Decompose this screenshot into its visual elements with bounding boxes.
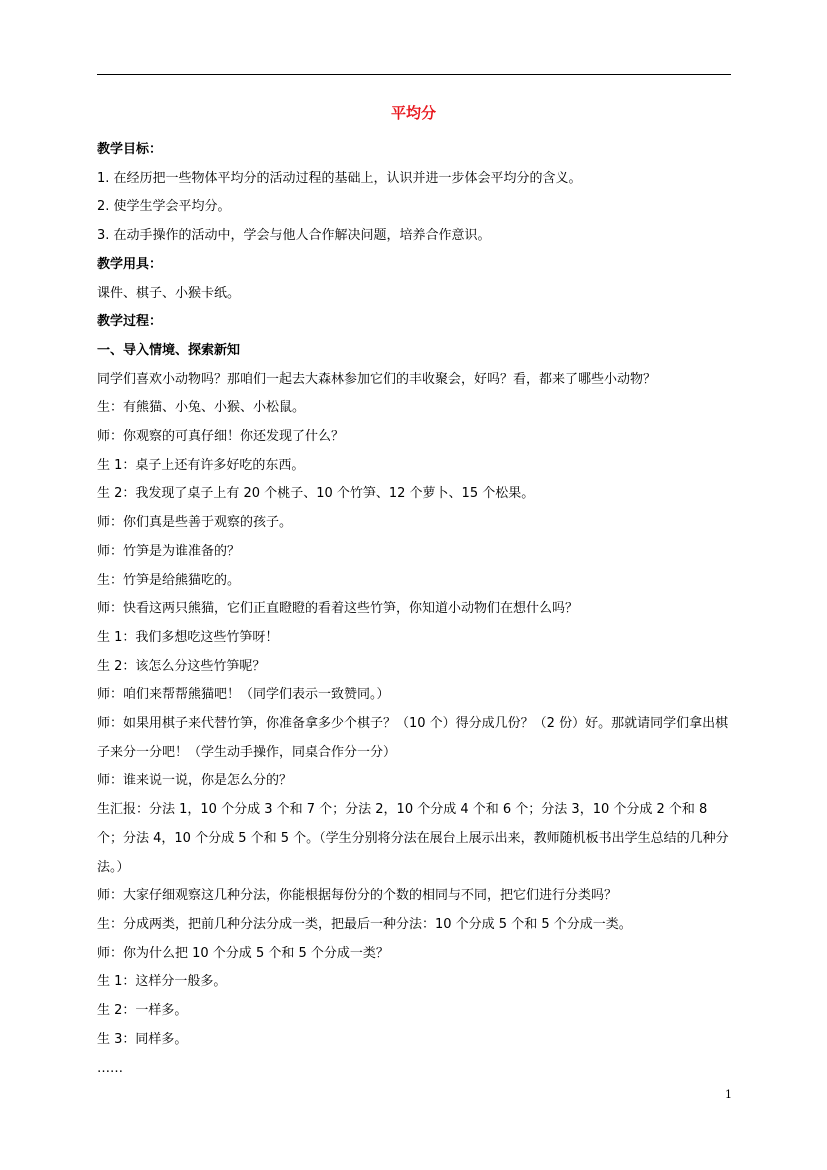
dialogue-line: 师：你为什么把 10 个分成 5 个和 5 个分成一类？ xyxy=(97,945,389,961)
objective-3: 3. 在动手操作的活动中，学会与他人合作解决问题，培养合作意识。 xyxy=(97,228,491,244)
dialogue-line: 师：竹笋是为谁准备的？ xyxy=(97,543,241,559)
objective-2: 2. 使学生学会平均分。 xyxy=(97,199,231,215)
document-body xyxy=(97,136,731,1083)
dialogue-line: 师：你们真是些善于观察的孩子。 xyxy=(97,515,293,531)
dialogue-line: 师：快看这两只熊猫，它们正直瞪瞪的看着这些竹笋，你知道小动物们在想什么吗？ xyxy=(97,601,579,617)
dialogue-paragraph: 生汇报：分法 1，10 个分成 3 个和 7 个；分法 2，10 个分成 4 个和 6 个；分法 3，10 个分成 2 个和 8 个；分法 4，10 个分成 5 个和 5 个。（学生分别将分法在展台上展示出来，教师随机板书出学生总结的几种分法。） xyxy=(97,802,729,875)
dialogue-line: 生 1：桌子上还有许多好吃的东西。 xyxy=(97,457,305,473)
section-heading-process: 教学过程： xyxy=(97,314,163,330)
document-title: 平均分 xyxy=(390,104,436,122)
dialogue-line: 师：大家仔细观察这几种分法，你能根据每份分的个数的相同与不同，把它们进行分类吗？ xyxy=(97,888,618,904)
subsection-heading: 一、导入情境、探索新知 xyxy=(97,342,241,358)
dialogue-line: 师：谁来说一说，你是怎么分的？ xyxy=(97,773,293,789)
header-rule xyxy=(97,74,731,75)
page-number: 1 xyxy=(725,1088,732,1101)
dialogue-line: 师：你观察的可真仔细！你还发现了什么？ xyxy=(97,429,345,445)
ellipsis: …… xyxy=(97,1060,123,1076)
dialogue-line: 生 2：我发现了桌子上有 20 个桃子、10 个竹笋、12 个萝卜、15 个松果。 xyxy=(97,486,535,502)
dialogue-paragraph: 师：如果用棋子来代替竹笋，你准备拿多少个棋子？（10 个）得分成几份？（2 份）好。那就请同学们拿出棋子来分一分吧！（学生动手操作，同桌合作分一分） xyxy=(97,716,729,760)
dialogue-line: 生：竹笋是给熊猫吃的。 xyxy=(97,572,241,588)
objective-1: 1. 在经历把一些物体平均分的活动过程的基础上，认识并进一步体会平均分的含义。 xyxy=(97,170,582,186)
dialogue-line: 师：咱们来帮帮熊猫吧！（同学们表示一致赞同。） xyxy=(97,687,390,703)
dialogue-line: 生 2：该怎么分这些竹笋呢？ xyxy=(97,658,266,674)
dialogue-line: 生：有熊猫、小兔、小猴、小松鼠。 xyxy=(97,400,306,416)
dialogue-line: 生：分成两类，把前几种分法分成一类，把最后一种分法：10 个分成 5 个和 5 个分成一类。 xyxy=(97,916,632,932)
section-heading-objectives: 教学目标： xyxy=(97,142,163,157)
section-heading-materials: 教学用具： xyxy=(97,256,163,272)
materials-list: 课件、棋子、小猴卡纸。 xyxy=(97,285,241,301)
dialogue-line: 生 3：同样多。 xyxy=(97,1031,188,1047)
dialogue-line: 生 1：我们多想吃这些竹笋呀！ xyxy=(97,629,279,645)
dialogue-line: 生 1：这样分一般多。 xyxy=(97,974,227,990)
dialogue-line: 生 2：一样多。 xyxy=(97,1003,188,1019)
paragraph: 同学们喜欢小动物吗？那咱们一起去大森林参加它们的丰收聚会，好吗？看，都来了哪些小动物？ xyxy=(97,371,657,387)
